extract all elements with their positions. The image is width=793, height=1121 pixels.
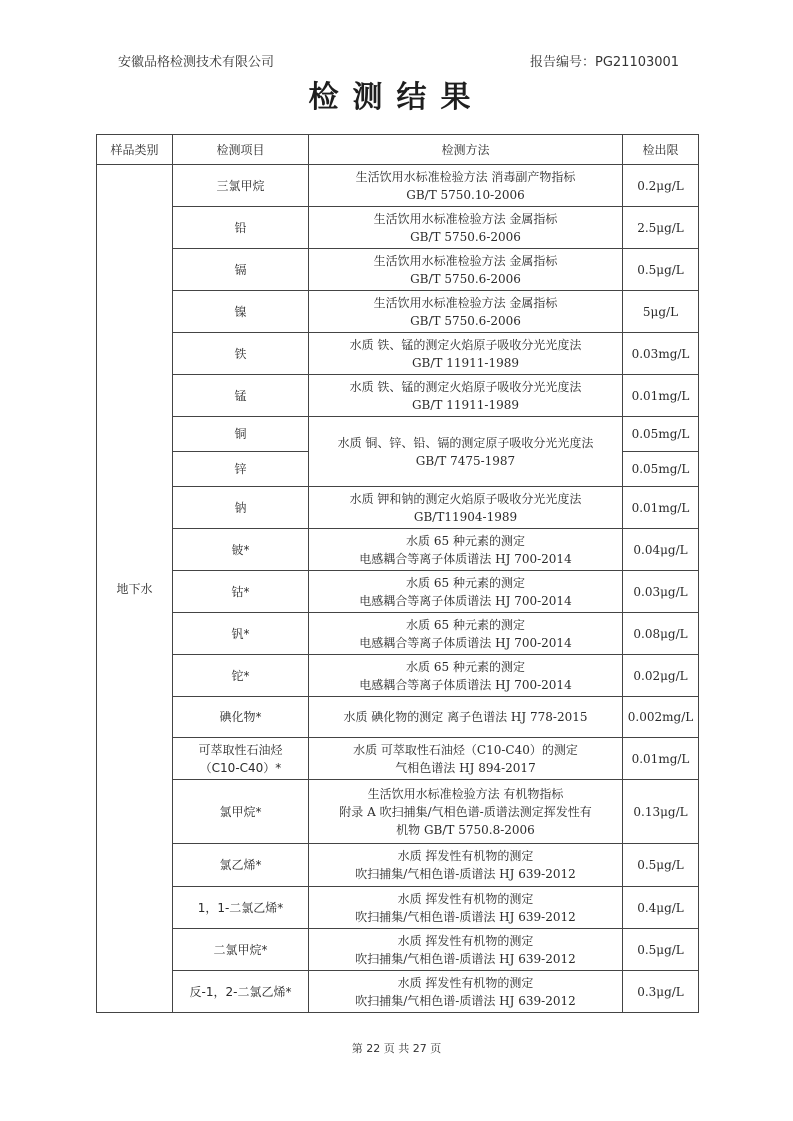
item-name: 铊*	[231, 668, 250, 683]
item-cell	[173, 655, 309, 697]
table-row	[97, 929, 699, 971]
limit-cell: 0.4μg/L	[623, 887, 699, 929]
method-cell	[309, 207, 623, 249]
method-line: 水质 挥发性有机物的测定	[397, 891, 534, 906]
table-row	[97, 655, 699, 697]
limit-cell: 0.3μg/L	[623, 971, 699, 1013]
method-cell	[309, 417, 623, 487]
method-cell	[309, 887, 623, 929]
item-name: 氯乙烯*	[219, 858, 262, 872]
table-row	[97, 738, 699, 780]
item-name: 铁	[234, 346, 247, 361]
table-row	[97, 613, 699, 655]
method-line: 吹扫捕集/气相色谱-质谱法 HJ 639-2012	[355, 867, 576, 881]
limit-cell: 0.04μg/L	[623, 529, 699, 571]
method-line: GB/T 5750.10-2006	[406, 187, 525, 202]
sample-type-cell: 地下水	[97, 165, 173, 1013]
limit-cell: 0.13μg/L	[623, 780, 699, 844]
header-method: 检测方法	[309, 135, 623, 165]
item-cell	[173, 697, 309, 738]
limit-cell: 0.5μg/L	[623, 844, 699, 887]
item-cell	[173, 571, 309, 613]
method-cell	[309, 165, 623, 207]
limit-cell: 0.05mg/L	[623, 452, 699, 487]
method-line: GB/T 5750.6-2006	[410, 313, 521, 328]
item-name: 铜	[234, 427, 247, 441]
method-cell	[309, 844, 623, 887]
item-name: 三氯甲烷	[216, 178, 265, 193]
method-line: 电感耦合等离子体质谱法 HJ 700-2014	[359, 635, 572, 650]
method-line: 生活饮用水标准检验方法 金属指标	[373, 211, 558, 226]
method-cell	[309, 529, 623, 571]
limit-cell: 0.5μg/L	[623, 929, 699, 971]
method-line: 水质 可萃取性石油烃（C10-C40）的测定	[353, 742, 578, 757]
item-cell	[173, 207, 309, 249]
item-name: 锌	[234, 462, 247, 476]
item-cell	[173, 844, 309, 887]
item-cell	[173, 291, 309, 333]
limit-cell: 0.03μg/L	[623, 571, 699, 613]
header-item: 检测项目	[173, 135, 309, 165]
table-row	[97, 844, 699, 887]
method-cell	[309, 780, 623, 844]
table-row	[97, 697, 699, 738]
limit-cell: 0.08μg/L	[623, 613, 699, 655]
report-number: 报告编号：PG21103001	[530, 55, 680, 70]
item-name: 镍	[234, 304, 247, 319]
item-name: 铍*	[231, 542, 250, 557]
method-line: 电感耦合等离子体质谱法 HJ 700-2014	[359, 551, 572, 566]
limit-cell: 0.5μg/L	[623, 249, 699, 291]
method-line: 电感耦合等离子体质谱法 HJ 700-2014	[359, 677, 572, 692]
method-line: GB/T 11911-1989	[411, 397, 520, 412]
item-name: 二氯甲烷*	[213, 942, 268, 957]
method-line: 生活饮用水标准检验方法 金属指标	[373, 253, 558, 268]
item-cell	[173, 929, 309, 971]
table-header-row	[97, 135, 699, 165]
method-cell	[309, 571, 623, 613]
method-line: 附录 A 吹扫捕集/气相色谱-质谱法测定挥发性有	[339, 804, 592, 819]
item-name: 镉	[234, 262, 247, 277]
method-cell	[309, 738, 623, 780]
item-name: 钠	[234, 500, 247, 515]
table-row	[97, 971, 699, 1013]
method-line: 吹扫捕集/气相色谱-质谱法 HJ 639-2012	[355, 993, 576, 1008]
method-line: 水质 65 种元素的测定	[406, 533, 525, 548]
method-line: 水质 铁、锰的测定火焰原子吸收分光光度法	[349, 337, 582, 352]
method-line: 水质 挥发性有机物的测定	[397, 933, 534, 948]
method-line: GB/T11904-1989	[413, 509, 518, 524]
limit-cell: 2.5μg/L	[623, 207, 699, 249]
method-line: 水质 65 种元素的测定	[406, 617, 525, 632]
table-row	[97, 887, 699, 929]
item-cell	[173, 529, 309, 571]
method-line: 吹扫捕集/气相色谱-质谱法 HJ 639-2012	[355, 951, 576, 966]
item-cell	[173, 165, 309, 207]
header-sample-type: 样品类别	[97, 135, 173, 165]
method-cell	[309, 375, 623, 417]
method-line: 机物 GB/T 5750.8-2006	[396, 822, 535, 837]
method-cell	[309, 929, 623, 971]
method-line: 电感耦合等离子体质谱法 HJ 700-2014	[359, 593, 572, 608]
item-cell	[173, 333, 309, 375]
method-line: 水质 挥发性有机物的测定	[397, 975, 534, 990]
item-name: 铅	[234, 220, 247, 235]
item-name: 碘化物*	[219, 710, 262, 724]
limit-cell: 5μg/L	[623, 291, 699, 333]
method-line: 水质 铁、锰的测定火焰原子吸收分光光度法	[349, 379, 582, 394]
method-cell	[309, 249, 623, 291]
limit-cell: 0.05mg/L	[623, 417, 699, 452]
method-line: 吹扫捕集/气相色谱-质谱法 HJ 639-2012	[355, 909, 576, 924]
table-row	[97, 165, 699, 207]
method-line: 水质 钾和钠的测定火焰原子吸收分光光度法	[349, 491, 582, 506]
method-line: 水质 铜、锌、铅、镉的测定原子吸收分光光度法	[337, 435, 594, 450]
item-cell	[173, 452, 309, 487]
method-line: 水质 碘化物的测定 离子色谱法 HJ 778-2015	[343, 710, 588, 724]
method-line: 生活饮用水标准检验方法 消毒副产物指标	[355, 169, 576, 184]
table-row	[97, 249, 699, 291]
item-cell	[173, 417, 309, 452]
method-line: 气相色谱法 HJ 894-2017	[395, 760, 536, 775]
item-name: 氯甲烷*	[219, 804, 262, 819]
item-name: 反-1，2-二氯乙烯*	[189, 984, 292, 999]
item-name-line2: （C10-C40）*	[199, 760, 282, 775]
item-cell	[173, 887, 309, 929]
method-line: GB/T 7475-1987	[415, 453, 516, 468]
method-cell	[309, 697, 623, 738]
method-line: GB/T 5750.6-2006	[410, 229, 521, 244]
item-cell	[173, 487, 309, 529]
limit-cell: 0.01mg/L	[623, 375, 699, 417]
method-cell	[309, 655, 623, 697]
item-cell	[173, 613, 309, 655]
table-row	[97, 487, 699, 529]
method-cell	[309, 487, 623, 529]
item-name: 锰	[234, 388, 247, 403]
item-name: 钒*	[231, 626, 250, 641]
limit-cell: 0.02μg/L	[623, 655, 699, 697]
limit-cell: 0.002mg/L	[623, 697, 699, 738]
table-row	[97, 375, 699, 417]
method-cell	[309, 613, 623, 655]
item-cell	[173, 738, 309, 780]
item-cell	[173, 249, 309, 291]
limit-cell: 0.2μg/L	[623, 165, 699, 207]
limit-cell: 0.01mg/L	[623, 487, 699, 529]
method-cell	[309, 333, 623, 375]
limit-cell: 0.03mg/L	[623, 333, 699, 375]
method-line: 水质 挥发性有机物的测定	[397, 849, 534, 863]
item-cell	[173, 780, 309, 844]
table-row	[97, 780, 699, 844]
item-name: 1，1-二氯乙烯*	[197, 900, 284, 915]
method-line: GB/T 5750.6-2006	[410, 271, 521, 286]
limit-cell: 0.01mg/L	[623, 738, 699, 780]
item-cell	[173, 971, 309, 1013]
page-title: 检测结果	[308, 80, 485, 115]
method-line: 生活饮用水标准检验方法 金属指标	[373, 295, 558, 310]
table-row	[97, 417, 699, 452]
item-cell	[173, 375, 309, 417]
table-row	[97, 333, 699, 375]
results-table	[96, 134, 699, 1013]
method-line: GB/T 11911-1989	[411, 355, 520, 370]
method-cell	[309, 971, 623, 1013]
method-line: 水质 65 种元素的测定	[406, 575, 525, 590]
table-row	[97, 291, 699, 333]
item-name: 钴*	[231, 584, 250, 599]
table-row	[97, 207, 699, 249]
table-row	[97, 529, 699, 571]
page-footer: 第 22 页 共 27 页	[351, 1042, 442, 1055]
company-name: 安徽品格检测技术有限公司	[118, 55, 275, 70]
item-name: 可萃取性石油烃	[198, 742, 283, 757]
method-line: 水质 65 种元素的测定	[406, 659, 525, 674]
method-line: 生活饮用水标准检验方法 有机物指标	[367, 786, 564, 801]
method-cell	[309, 291, 623, 333]
table-row	[97, 571, 699, 613]
header-limit: 检出限	[623, 135, 699, 165]
